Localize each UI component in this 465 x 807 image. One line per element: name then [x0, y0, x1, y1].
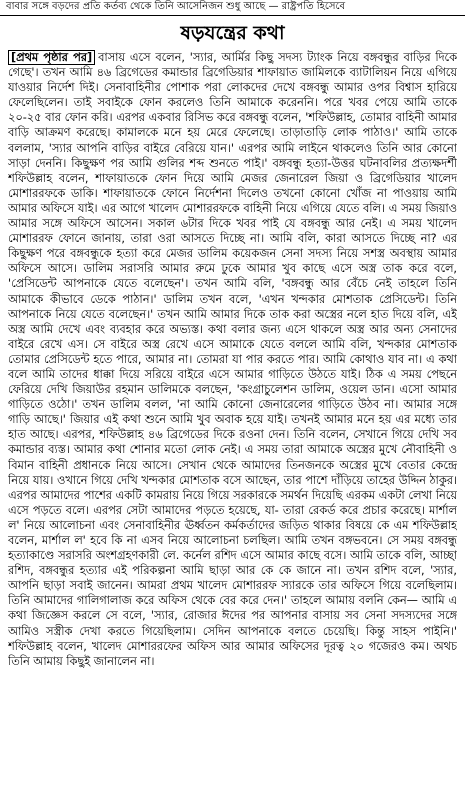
article-body [8, 50, 457, 802]
previous-article-strip: বাবার সঙ্গে বড়দের প্রতি কর্তব্য থেকে তিনি আসেনিজন শুধু আছে — রাষ্ট্রপতি হিসেবে [0, 0, 465, 16]
article-paragraph [8, 50, 457, 669]
article-title: ষড়যন্ত্রের কথা [180, 22, 285, 44]
article-body-text: বাসায় এসে বলেন, 'স্যার, আর্মির কিছু সদস্য ট্যাংক নিয়ে বঙ্গবন্ধুর বাড়ির দিকে গেছে'। তখন আমি ৪৬ ব্রিগেডের কমান্ডার ব্রিগেডিয়ার শাফায়াত জামিলকে ব্যাটালিয়ন নিয়ে এগিয়ে যাওয়ার নির্দেশ দিই। সেনাবাহিনীর পোশাক পরা লোকদের দেখে বঙ্গবন্ধু আমার ওপর বিশ্বাস হারিয়ে ফেলেছিলেন। তাই সবাইকে ফোন করলেও তিনি আমাকে করেননি। পরে খবর পেয়ে আমি তাকে ২০-২৫ বার ফোন করি। এরপর একবার রিসিভ করে বঙ্গবন্ধু বলেন, 'শফিউল্লাহ, তোমার বাহিনী আমার বাড়ি আক্রমণ করেছে। কামালকে মনে হয় মেরে ফেলেছে। তাড়াতাড়ি লোক পাঠাও।' আমি তাকে বললাম, 'স্যার আপনি বাড়ির বাইরে বেরিয়ে যান।' এরপর আমি লাইনে থাকলেও তিনি আর কোনো সাড়া দেননি। কিছুক্ষণ পর আমি গুলির শব্দ শুনতে পাই।' বঙ্গবন্ধু হত্যা-উত্তর ঘটনাবলির প্রত্যক্ষদর্শী শফিউল্লাহ বলেন, শাফায়াতকে ফোন দিয়ে আমি মেজর জেনারেল জিয়া ও ব্রিগেডিয়ার খালেদ মোশাররফকে ডাকি। শাফায়াতকে ফোনে নির্দেশনা দিলেও তখনো কোনো খোঁজ না পাওয়ায় আমি আমার অফিসে যাই। এর আগে খালেদ মোশাররফকে বাহিনী নিয়ে এগিয়ে যেতে বলি। এ সময় জিয়াও আমার সঙ্গে অফিসে আসেন। সকাল ৬টার দিকে খবর পাই যে বঙ্গবন্ধু আর নেই। এ সময় খালেদ মোশাররফ ফোনে জানায়, তারা ওরা আসতে দিচ্ছে না। আমি বলি, কারা আসতে দিচ্ছে না? এর কিছুক্ষণ পরে বঙ্গবন্ধুকে হত্যা করে মেজর ডালিম কয়েকজন সেনা সদস্য নিয়ে সশস্ত্র অবস্থায় আমার অফিসে আসে। ডালিম সরাসরি আমার রুমে ঢুকে আমার খুব কাছে এসে অস্ত্র তাক করে বলে, 'প্রেসিডেন্ট আপনাকে যেতে বলেছেন'। তখন আমি বলি, 'বঙ্গবন্ধু আর বেঁচে নেই তাহলে তিনি আমাকে কীভাবে ডেকে পাঠান।' ডালিম তখন বলে, 'এখন খন্দকার মোশতাক প্রেসিডেন্ট। তিনি আপনাকে নিয়ে যেতে বলেছেন।' তখন আমি আমার দিকে তাক করা অস্ত্রের নলে হাত দিয়ে বলি, এই অস্ত্র আমি দেখে এবং ব্যবহার করে অভ্যস্ত। কথা বলার জন্য এসে থাকলে অস্ত্র আর অন্য সেনাদের বাইরে রেখে এস। সে বাইরে অস্ত্র রেখে এসে আমাকে যেতে বললে আমি বলি, খন্দকার মোশতাক তোমার প্রেসিডেন্ট হতে পারে, আমার না। তোমরা যা পার করতে পার। আমি কোথাও যাব না। এ কথা বলে আমি তাদের ধাক্কা দিয়ে সরিয়ে বাইরে এসে আমার গাড়িতে উঠতে যাই। ঠিক এ সময় পেছনে ফেরিয়ে দেখি জিয়াউর রহমান ডালিমকে বলছেন, 'কংগ্রাচুলেশন ডালিম, ওয়েল ডান। এসো আমার গাড়িতে ওঠো।' তখন ডালিম বলল, 'না আমি কোনো জেনারেলের গাড়িতে উঠব না। আমার সঙ্গে গাড়ি আছে।' জিয়ার এই কথা শুনে আমি খুব অবাক হয়ে যাই। তখনই আমার মনে হয় এর মধ্যে তার হাত আছে। এরপর, শফিউল্লাহ ৪৬ ব্রিগেডের দিকে রওনা দেন। তিনি বলেন, সেখানে গিয়ে দেখি সব কমান্ডার ব্যস্ত। আমার কথা শোনার মতো লোক নেই। এ সময় তারা আমাকে অস্ত্রের মুখে নৌবাহিনী ও বিমান বাহিনী প্রধানকে নিয়ে আসে। সেখান থেকে আমাদের তিনজনকে অস্ত্রের মুখে বেতার কেন্দ্রে নিয়ে যায়। ওখানে গিয়ে দেখি খন্দকার মোশতাক বসে আছেন, তার পাশে দাঁড়িয়ে তাহের উদ্দিন ঠাকুর। এরপর আমাদের পাশের একটি কামরায় নিয়ে গিয়ে সরকারকে সমর্থন দিয়েছি এরকম একটা লেখা নিয়ে এসে পড়তে বলে। এরপর সেটা আমাদের পড়তে হয়েছে, যা- তারা রেকর্ড করে প্রচার করেছে। মার্শাল ল' নিয়ে আলোচনা এবং সেনাবাহিনীর ঊর্ধ্বতন কর্মকর্তাদের জড়িত থাকার বিষয়ে কে এম শফিউল্লাহ বলেন, মার্শাল ল' হবে কি না এসব নিয়ে আলোচনা চলছিল। আমি তখন বঙ্গভবনে। সে সময় বঙ্গবন্ধু হত্যাকাণ্ডে সরাসরি অংশগ্রহণকারী লে. কর্নেল রশিদ এসে আমার কাছে বসে। আমি তাকে বলি, আচ্ছা রশিদ, বঙ্গবন্ধুর হত্যার এই পরিকল্পনা আমি ছাড়া আর কে কে জানে না। তখন রশিদ বলে, 'স্যার, আপনি ছাড়া সবাই জানেন। আমরা প্রথম খালেদ মোশাররফ স্যারকে তার অফিসে গিয়ে বলেছিলাম। তিনি আমাদের গালিগালাজ করে অফিস থেকে বের করে দেন।' তাহলে আমায় বলনি কেন— আমি এ কথা জিজ্ঞেস করলে সে বলে, 'স্যার, রোজার ঈদের পর আপনার বাসায় সব সেনা সদস্যদের সঙ্গে আমিও সস্ত্রীক দেখা করতে গিয়েছিলাম। সেদিন আপনাকে বলতে চেয়েছি। কিন্তু সাহস পাইনি।' শফিউল্লাহ বলেন, খালেদ মোশাররফের অফিস আর আমার অফিসের দূরত্ব ২০ গজেরও কম। অথচ তিনি আমায় কিছুই জানালেন না। [8, 51, 457, 668]
continuation-label: [প্রথম পৃষ্ঠার পর] [8, 50, 95, 65]
